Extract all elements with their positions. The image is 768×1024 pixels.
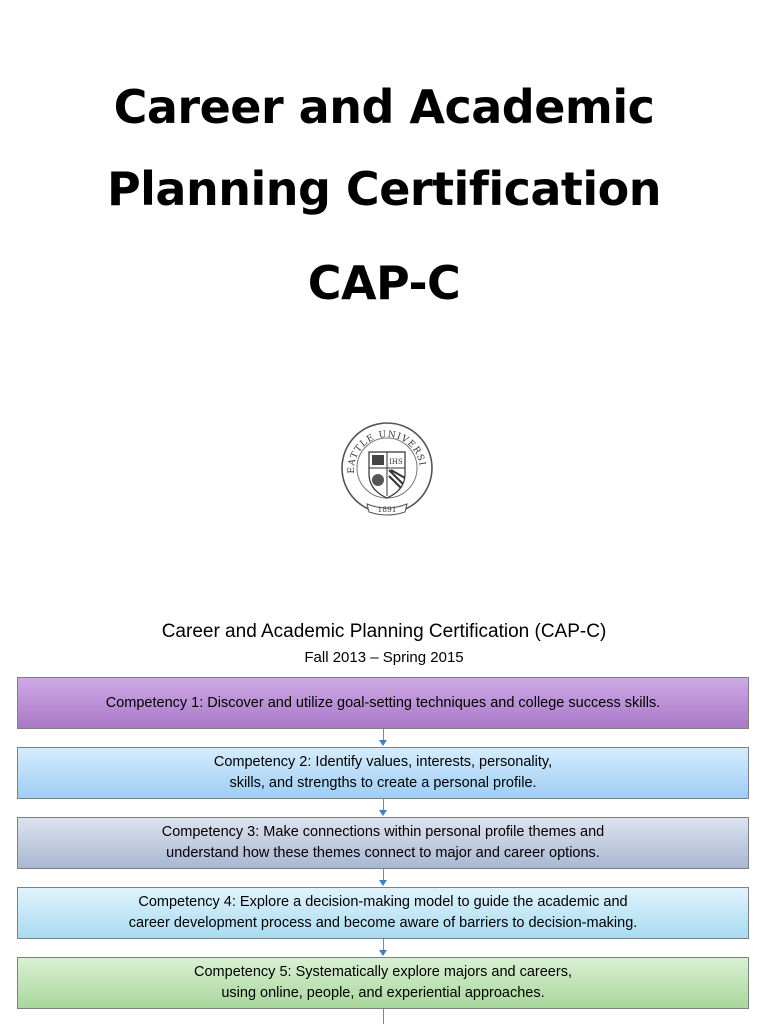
competency-2-box (17, 747, 749, 799)
cover-title-acronym: CAP-C (307, 256, 461, 310)
competency-4-box (17, 887, 749, 939)
competency-1-line-1: Competency 1: Discover and utilize goal-setting techniques and college success skills. (105, 694, 661, 711)
cover-title-line-1: Career and Academic (113, 80, 655, 134)
competency-5-line-1: Competency 5: Systematically explore majors and careers, (194, 964, 572, 980)
competency-5-box (17, 957, 749, 1009)
competency-3-box (17, 817, 749, 869)
cover-title-line-2: Planning Certification (106, 162, 662, 216)
competency-4-line-1: Competency 4: Explore a decision-making model to guide the academic and (138, 894, 628, 910)
competency-overview-slide (0, 560, 768, 1024)
flow-arrow-down-icon (377, 939, 389, 957)
competency-5-line-2: using online, people, and experiential approaches. (221, 985, 545, 1001)
flow-arrow-down-icon (377, 729, 389, 747)
competency-2-line-1: Competency 2: Identify values, interests, personality, (213, 754, 553, 770)
competency-2-line-2: skills, and strengths to create a personal profile. (229, 775, 537, 791)
flow-arrow-down-icon (377, 1009, 389, 1024)
seal-shield-text: IHS (389, 458, 403, 466)
seal-year: 1891 (377, 505, 397, 514)
competency-3-line-1: Competency 3: Make connections within personal profile themes and (161, 824, 605, 840)
competency-1-box (17, 677, 749, 729)
overview-subtitle: Fall 2013 – Spring 2015 (304, 649, 464, 666)
competency-3-line-2: understand how these themes connect to major and career options. (166, 845, 600, 861)
flow-arrow-down-icon (377, 799, 389, 817)
overview-title: Career and Academic Planning Certification (CAP-C) (161, 621, 607, 642)
seal-ring-text: EATTLE UNIVERSI (346, 429, 427, 474)
flow-arrow-down-icon (377, 869, 389, 887)
university-seal-logo (339, 420, 435, 518)
competency-4-line-2: career development process and become aware of barriers to decision-making. (128, 915, 638, 931)
